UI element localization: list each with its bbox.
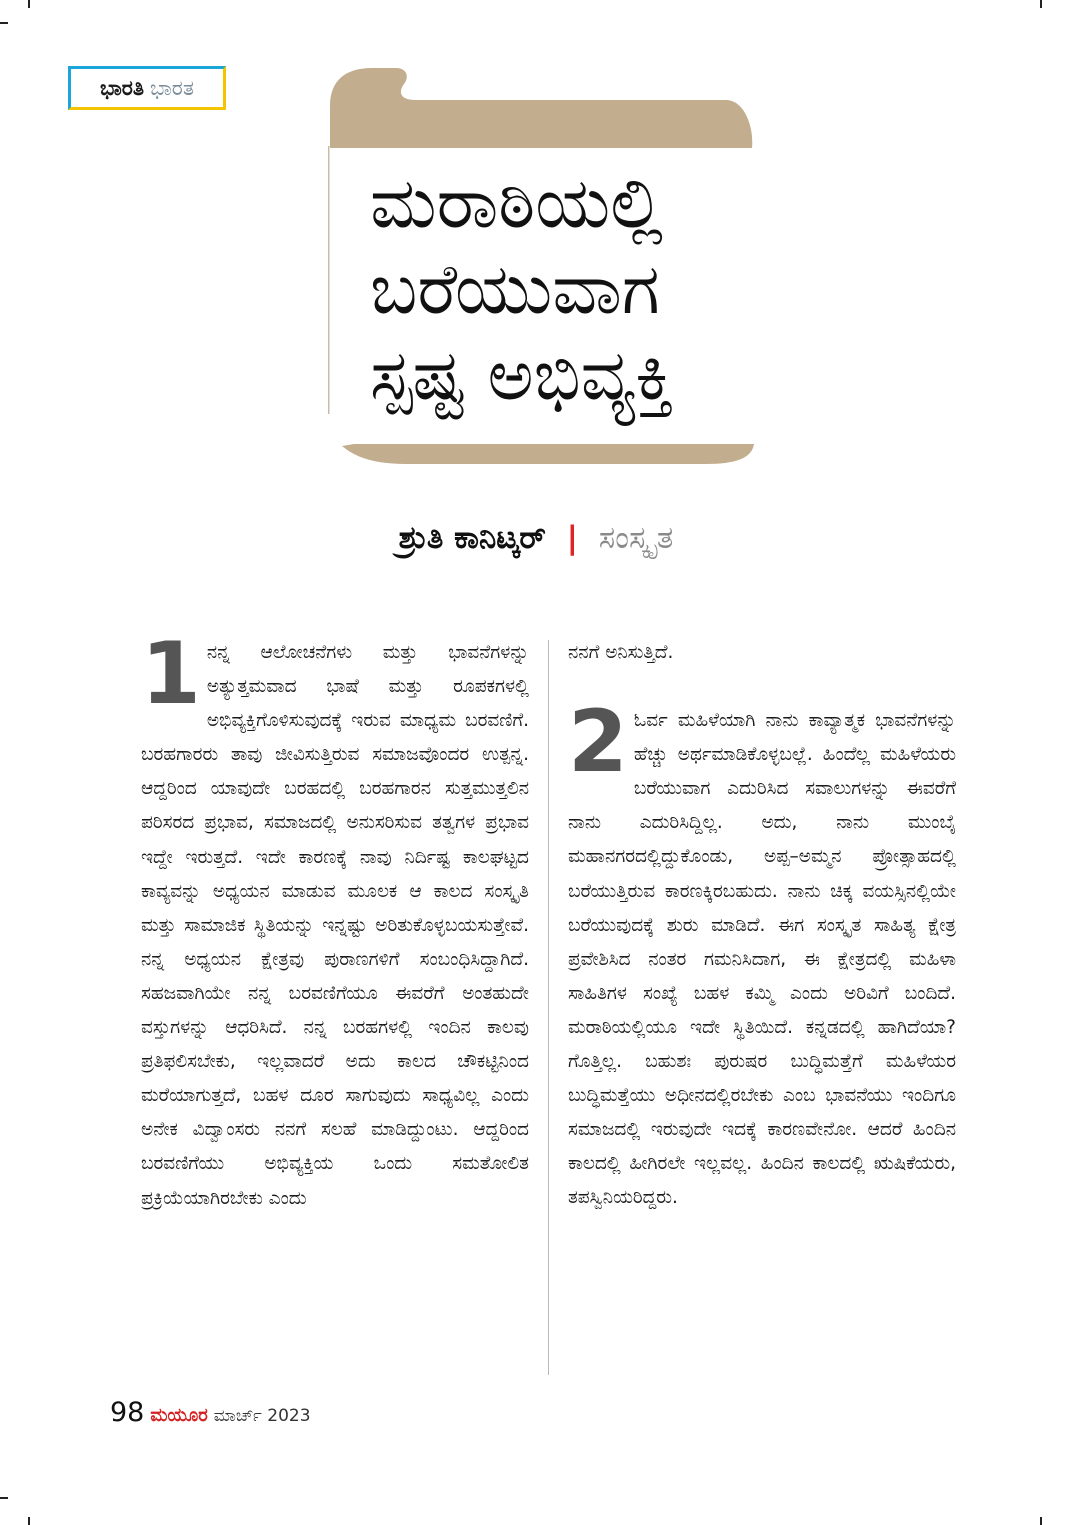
article-column-left bbox=[141, 624, 529, 1216]
author-name: ಶ್ರುತಿ ಕಾನಿಟ್ಕರ್ bbox=[398, 520, 546, 556]
crop-mark bbox=[1040, 1517, 1042, 1525]
drop-cap: 1 bbox=[141, 624, 201, 724]
drop-cap: 2 bbox=[568, 692, 628, 793]
paragraph-text: ಓರ್ವ ಮಹಿಳೆಯಾಗಿ ನಾನು ಕಾವ್ಯಾತ್ಮಕ ಭಾವನೆಗಳನ್ನು ಹೆಚ್ಚು ಅರ್ಥಮಾಡಿಕೊಳ್ಳಬಲ್ಲೆ. ಹಿಂದೆಲ್ಲ ಮಹಿಳೆಯರು ಬರೆಯುವಾಗ ಎದುರಿಸಿದ ಸವಾಲುಗಳನ್ನು ಈವರೆಗೆ ನಾನು ಎದುರಿಸಿದ್ದಿಲ್ಲ. ಅದು, ನಾನು ಮುಂಬೈ ಮಹಾನಗರದಲ್ಲಿದ್ದುಕೊಂಡು, ಅಪ್ಪ–ಅಮ್ಮನ ಪ್ರೋತ್ಸಾಹದಲ್ಲಿ ಬರೆಯುತ್ತಿರುವ ಕಾರಣಕ್ಕಿರಬಹುದು. ನಾನು ಚಿಕ್ಕ ವಯಸ್ಸಿನಲ್ಲಿಯೇ ಬರೆಯುವುದಕ್ಕೆ ಶುರು ಮಾಡಿದೆ. ಈಗ ಸಂಸ್ಕೃತ ಸಾಹಿತ್ಯ ಕ್ಷೇತ್ರ ಪ್ರವೇಶಿಸಿದ ನಂತರ ಗಮನಿಸಿದಾಗ, ಈ ಕ್ಷೇತ್ರದಲ್ಲಿ ಮಹಿಳಾ ಸಾಹಿತಿಗಳ ಸಂಖ್ಯೆ ಬಹಳ ಕಮ್ಮಿ ಎಂದು ಅರಿವಿಗೆ ಬಂದಿದೆ. ಮರಾಠಿಯಲ್ಲಿಯೂ ಇದೇ ಸ್ಥಿತಿಯಿದೆ. ಕನ್ನಡದಲ್ಲಿ ಹಾಗಿದೆಯಾ? ಗೊತ್ತಿಲ್ಲ. ಬಹುಶಃ ಪುರುಷರ ಬುದ್ಧಿಮತ್ತೆಗೆ ಮಹಿಳೆಯರ ಬುದ್ಧಿಮತ್ತೆಯು ಅಧೀನದಲ್ಲಿರಬೇಕು ಎಂಬ ಭಾವನೆಯು ಇಂದಿಗೂ ಸಮಾಜದಲ್ಲಿ ಇರುವುದೇ ಇದಕ್ಕೆ ಕಾರಣವೇನೋ. ಆದರೆ ಹಿಂದಿನ ಕಾಲದಲ್ಲಿ ಹೀಗಿರಲೇ ಇಲ್ಲವಲ್ಲ. ಹಿಂದಿನ ಕಾಲದಲ್ಲಿ ಋಷಿಕೆಯರು, ತಪಸ್ವಿನಿಯರಿದ್ದರು. bbox=[568, 710, 956, 1209]
title-line: ಬರೆಯುವಾಗ bbox=[370, 248, 660, 330]
magazine-name: ಮಯೂರ bbox=[150, 1405, 208, 1426]
section-tag-part2: ಭಾರತ bbox=[150, 75, 194, 100]
byline-separator: | bbox=[566, 520, 578, 556]
crop-mark bbox=[0, 1497, 8, 1499]
column-divider bbox=[548, 640, 549, 1375]
page-number: 98 bbox=[110, 1397, 145, 1428]
author-language: ಸಂಸ್ಕೃತ bbox=[598, 520, 674, 556]
article-column-right bbox=[568, 636, 956, 1216]
article-title bbox=[370, 160, 740, 418]
crop-mark bbox=[28, 1517, 30, 1525]
title-line: ಮರಾಠಿಯಲ್ಲಿ bbox=[370, 162, 664, 244]
section-tag-part1: ಭಾರತಿ bbox=[100, 75, 144, 100]
paragraph bbox=[141, 624, 529, 1216]
page-footer bbox=[110, 1397, 311, 1428]
issue-date: ಮಾರ್ಚ್ 2023 bbox=[213, 1406, 311, 1426]
paragraph-continuation: ನನಗೆ ಅನಿಸುತ್ತಿದೆ. bbox=[568, 642, 674, 663]
paragraph bbox=[568, 692, 956, 1215]
paragraph-text: ನನ್ನ ಆಲೋಚನೆಗಳು ಮತ್ತು ಭಾವನೆಗಳನ್ನು ಅತ್ಯುತ್ತಮವಾದ ಭಾಷೆ ಮತ್ತು ರೂಪಕಗಳಲ್ಲಿ ಅಭಿವ್ಯಕ್ತಿಗೊಳಿಸುವುದಕ್ಕೆ ಇರುವ ಮಾಧ್ಯಮ ಬರವಣಿಗೆ. ಬರಹಗಾರರು ತಾವು ಜೀವಿಸುತ್ತಿರುವ ಸಮಾಜವೊಂದರ ಉತ್ಪನ್ನ. ಆದ್ದರಿಂದ ಯಾವುದೇ ಬರಹದಲ್ಲಿ ಬರಹಗಾರನ ಸುತ್ತಮುತ್ತಲಿನ ಪರಿಸರದ ಪ್ರಭಾವ, ಸಮಾಜದಲ್ಲಿ ಅನುಸರಿಸುವ ತತ್ವಗಳ ಪ್ರಭಾವ ಇದ್ದೇ ಇರುತ್ತದೆ. ಇದೇ ಕಾರಣಕ್ಕೆ ನಾವು ನಿರ್ದಿಷ್ಟ ಕಾಲಘಟ್ಟದ ಕಾವ್ಯವನ್ನು ಅಧ್ಯಯನ ಮಾಡುವ ಮೂಲಕ ಆ ಕಾಲದ ಸಂಸ್ಕೃತಿ ಮತ್ತು ಸಾಮಾಜಿಕ ಸ್ಥಿತಿಯನ್ನು ಇನ್ನಷ್ಟು ಅರಿತುಕೊಳ್ಳಬಯಸುತ್ತೇವೆ. ನನ್ನ ಅಧ್ಯಯನ ಕ್ಷೇತ್ರವು ಪುರಾಣಗಳಿಗೆ ಸಂಬಂಧಿಸಿದ್ದಾಗಿದೆ. ಸಹಜವಾಗಿಯೇ ನನ್ನ ಬರವಣಿಗೆಯೂ ಈವರೆಗೆ ಅಂತಹುದೇ ವಸ್ತುಗಳನ್ನು ಆಧರಿಸಿದೆ. ನನ್ನ ಬರಹಗಳಲ್ಲಿ ಇಂದಿನ ಕಾಲವು ಪ್ರತಿಫಲಿಸಬೇಕು, ಇಲ್ಲವಾದರೆ ಅದು ಕಾಲದ ಚೌಕಟ್ಟಿನಿಂದ ಮರೆಯಾಗುತ್ತದೆ, ಬಹಳ ದೂರ ಸಾಗುವುದು ಸಾಧ್ಯವಿಲ್ಲ ಎಂದು ಅನೇಕ ವಿದ್ವಾಂಸರು ನನಗೆ ಸಲಹೆ ಮಾಡಿದ್ದುಂಟು. ಆದ್ದರಿಂದ ಬರವಣಿಗೆಯು ಅಭಿವ್ಯಕ್ತಿಯ ಒಂದು ಸಮತೋಲಿತ ಪ್ರಕ್ರಿಯೆಯಾಗಿರಬೇಕು ಎಂದು bbox=[141, 642, 529, 1209]
title-line: ಸ್ಪಷ್ಟ ಅಭಿವ್ಯಕ್ತಿ bbox=[370, 334, 674, 416]
section-tag bbox=[68, 66, 226, 110]
crop-mark bbox=[1040, 0, 1042, 8]
crop-mark bbox=[28, 0, 30, 8]
crop-mark bbox=[0, 22, 8, 24]
byline bbox=[0, 520, 1072, 557]
